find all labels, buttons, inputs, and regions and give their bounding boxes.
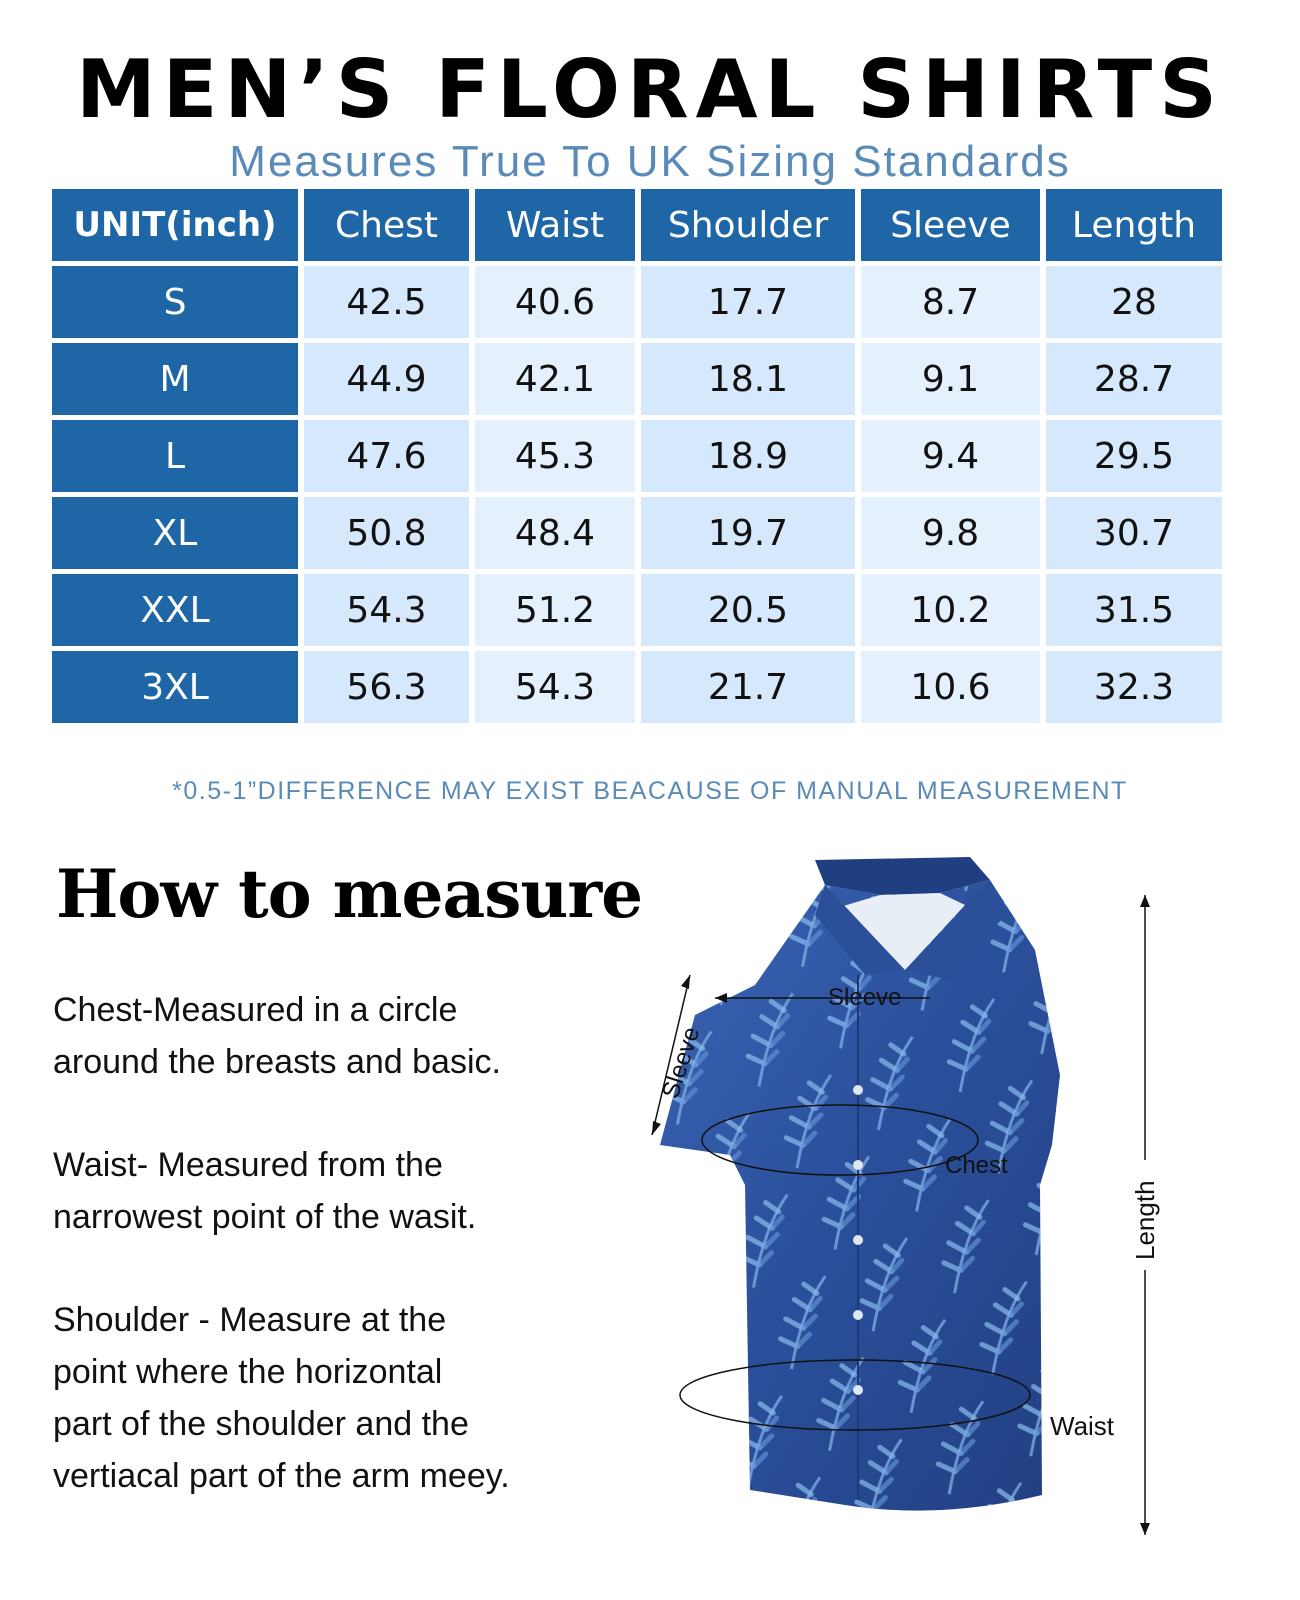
table-cell-length: 28.7 bbox=[1046, 343, 1222, 415]
chest-description-line: Chest-Measured in a circle bbox=[53, 991, 458, 1029]
size-label: XXL bbox=[52, 574, 298, 646]
table-cell-sleeve: 9.8 bbox=[861, 497, 1040, 569]
table-cell-length: 31.5 bbox=[1046, 574, 1222, 646]
sleeve-label: Sleeve bbox=[657, 1023, 706, 1102]
chest-description bbox=[53, 984, 623, 1088]
table-cell-length: 29.5 bbox=[1046, 420, 1222, 492]
waist-description bbox=[53, 1139, 623, 1243]
table-cell-waist: 54.3 bbox=[475, 651, 635, 723]
chest-description-line: around the breasts and basic. bbox=[53, 1043, 501, 1081]
measurement-footnote: *0.5-1”DIFFERENCE MAY EXIST BEACAUSE OF MANUAL MEASUREMENT bbox=[172, 777, 1128, 805]
table-cell-waist: 48.4 bbox=[475, 497, 635, 569]
table-cell-shoulder: 21.7 bbox=[641, 651, 855, 723]
table-cell-shoulder: 18.9 bbox=[641, 420, 855, 492]
page-title: MEN’S FLORAL SHIRTS bbox=[76, 43, 1224, 136]
waist-label: Waist bbox=[1050, 1411, 1115, 1441]
how-to-measure-heading: How to measure bbox=[56, 855, 643, 933]
shoulder-label: Sleeve bbox=[828, 984, 902, 1011]
column-header-length: Length bbox=[1046, 189, 1222, 261]
table-cell-length: 30.7 bbox=[1046, 497, 1222, 569]
table-cell-length: 32.3 bbox=[1046, 651, 1222, 723]
table-cell-shoulder: 20.5 bbox=[641, 574, 855, 646]
shoulder-description-line: part of the shoulder and the bbox=[53, 1405, 469, 1443]
size-label: M bbox=[52, 343, 298, 415]
shoulder-description bbox=[53, 1294, 623, 1502]
column-header-chest: Chest bbox=[304, 189, 469, 261]
column-header-waist: Waist bbox=[475, 189, 635, 261]
size-label: L bbox=[52, 420, 298, 492]
table-cell-waist: 45.3 bbox=[475, 420, 635, 492]
column-header-shoulder: Shoulder bbox=[641, 189, 855, 261]
table-cell-waist: 51.2 bbox=[475, 574, 635, 646]
chest-label: Chest bbox=[945, 1152, 1008, 1179]
table-cell-chest: 56.3 bbox=[304, 651, 469, 723]
table-cell-sleeve: 10.2 bbox=[861, 574, 1040, 646]
table-cell-chest: 44.9 bbox=[304, 343, 469, 415]
shoulder-description-line: point where the horizontal bbox=[53, 1353, 443, 1391]
table-cell-shoulder: 17.7 bbox=[641, 266, 855, 338]
table-cell-chest: 54.3 bbox=[304, 574, 469, 646]
table-cell-waist: 40.6 bbox=[475, 266, 635, 338]
length-label: Length bbox=[1130, 1180, 1160, 1260]
size-label: S bbox=[52, 266, 298, 338]
column-header-sleeve: Sleeve bbox=[861, 189, 1040, 261]
table-cell-shoulder: 18.1 bbox=[641, 343, 855, 415]
shirt-illustration bbox=[660, 857, 1060, 1511]
page-subtitle: Measures True To UK Sizing Standards bbox=[229, 137, 1071, 186]
table-cell-sleeve: 9.4 bbox=[861, 420, 1040, 492]
table-cell-waist: 42.1 bbox=[475, 343, 635, 415]
waist-description-line: Waist- Measured from the bbox=[53, 1146, 443, 1184]
table-cell-shoulder: 19.7 bbox=[641, 497, 855, 569]
shoulder-description-line: vertiacal part of the arm meey. bbox=[53, 1457, 510, 1495]
unit-header: UNIT(inch) bbox=[52, 189, 298, 261]
table-cell-chest: 50.8 bbox=[304, 497, 469, 569]
shirt-measurement-diagram bbox=[640, 855, 1200, 1575]
table-cell-chest: 42.5 bbox=[304, 266, 469, 338]
table-cell-sleeve: 9.1 bbox=[861, 343, 1040, 415]
table-cell-chest: 47.6 bbox=[304, 420, 469, 492]
size-label: 3XL bbox=[52, 651, 298, 723]
shoulder-description-line: Shoulder - Measure at the bbox=[53, 1301, 447, 1339]
size-label: XL bbox=[52, 497, 298, 569]
table-cell-sleeve: 10.6 bbox=[861, 651, 1040, 723]
table-cell-length: 28 bbox=[1046, 266, 1222, 338]
waist-description-line: narrowest point of the wasit. bbox=[53, 1198, 477, 1236]
table-cell-sleeve: 8.7 bbox=[861, 266, 1040, 338]
